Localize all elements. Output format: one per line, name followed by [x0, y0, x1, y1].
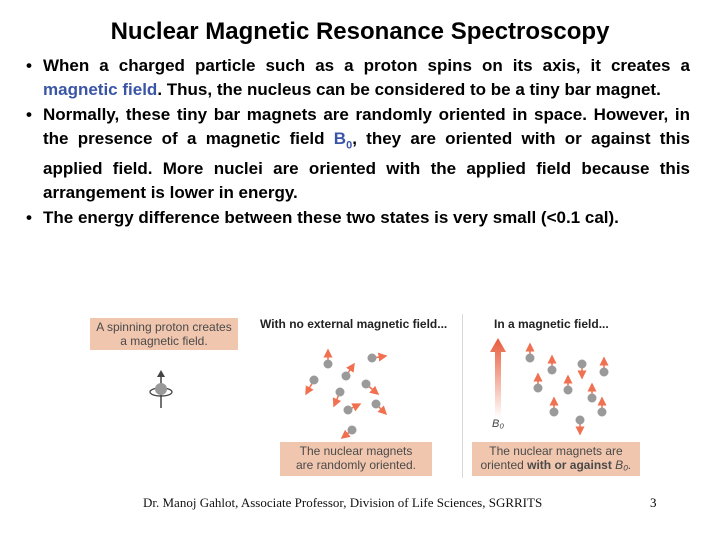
bullet-marker: • — [26, 56, 32, 75]
bullet-item — [26, 206, 690, 230]
footer-credit: Dr. Manoj Gahlot, Associate Professor, Division of Life Sciences, SGRRITS — [143, 495, 543, 510]
bullet-2-text-b: , they are oriented with or against this applied field. More nuclei are oriented with the applied field because this arrangement is lower in energy. — [43, 128, 691, 202]
applied-field-arrow — [488, 338, 508, 418]
bullet-marker: • — [26, 208, 32, 228]
random-nuclei-diagram — [302, 340, 412, 440]
aligned-nuclei-diagram — [518, 338, 614, 442]
magnetic-field-highlight: magnetic field — [43, 79, 158, 99]
bullet-3-text: The energy difference between these two states is very small (<0.1 cal). — [43, 208, 619, 228]
bullet-1-text-b: . Thus, the nucleus can be considered to be a tiny bar magnet. — [157, 79, 661, 99]
b0-symbol — [333, 128, 353, 151]
bullet-marker: • — [26, 105, 32, 124]
field-caption-bold: with or against — [527, 458, 612, 472]
nmr-figure — [86, 308, 646, 484]
random-caption: The nuclear magnets are randomly oriented. — [280, 442, 432, 476]
bullet-2-text-a: Normally, these tiny bar magnets are randomly oriented in space. However, in the presence of a magnetic field — [43, 105, 690, 148]
bullet-list — [26, 54, 690, 232]
field-label: B₀ — [492, 418, 504, 430]
figure-divider — [462, 314, 463, 478]
page-number: 3 — [650, 495, 657, 510]
b0-subscript: 0 — [346, 138, 353, 151]
b0-letter: B — [333, 128, 347, 148]
proton-caption: A spinning proton creates a magnetic field. — [90, 318, 238, 350]
bullet-item — [26, 54, 690, 101]
slide-title: Nuclear Magnetic Resonance Spectroscopy — [110, 18, 610, 45]
field-caption-text-a: The nuclear magnets are oriented — [480, 444, 623, 472]
bullet-item — [26, 103, 690, 204]
field-heading: In a magnetic field... — [494, 317, 609, 331]
field-caption — [472, 442, 640, 476]
field-caption-text-b: B₀. — [611, 458, 632, 472]
spinning-proton-icon — [146, 370, 176, 410]
random-heading: With no external magnetic field... — [260, 317, 448, 331]
bullet-1-text-a: When a charged particle such as a proton spins on its axis, it creates a — [43, 56, 690, 75]
